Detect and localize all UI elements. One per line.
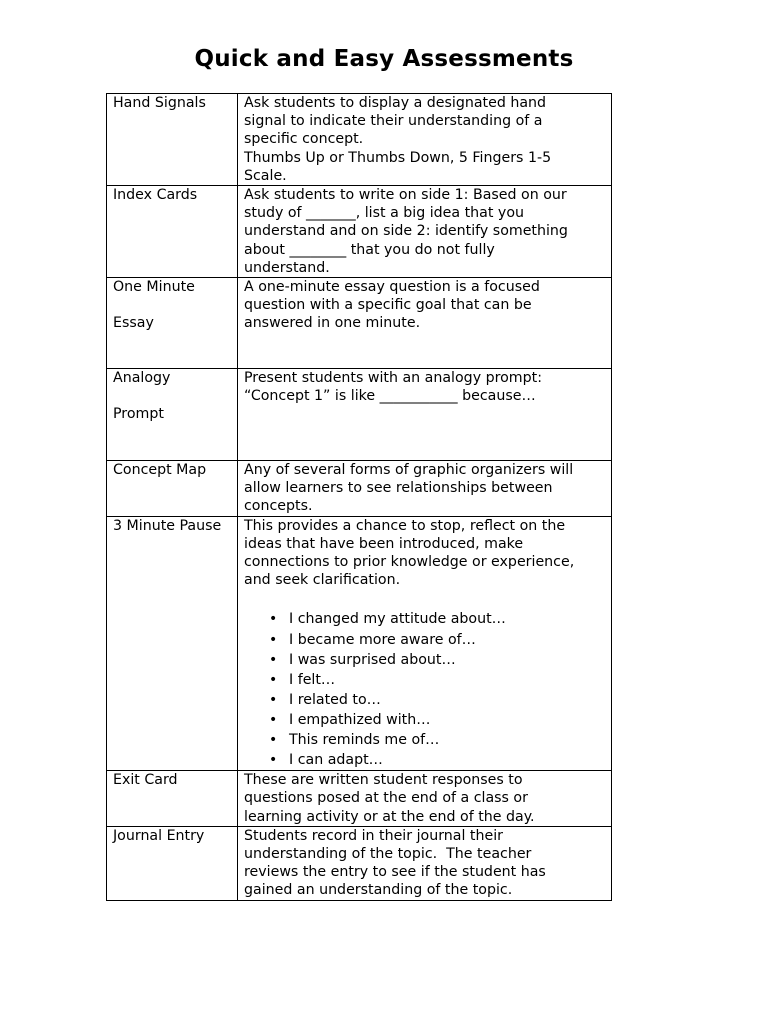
description-line: “Concept 1” is like ___________ because… — [244, 388, 536, 405]
strategy-name: Analogy — [113, 370, 171, 387]
description-line: ideas that have been introduced, make — [244, 535, 524, 552]
page-title: Quick and Easy Assessments — [194, 46, 574, 72]
assessments-table — [106, 93, 612, 901]
description-line: signal to indicate their understanding of a — [244, 113, 543, 130]
strategy-name: Hand Signals — [113, 95, 206, 111]
description-line: question with a specific goal that can be — [244, 297, 532, 314]
strategy-name: Prompt — [113, 406, 164, 423]
description-line: understand. — [244, 259, 330, 276]
strategy-description-cell — [238, 278, 612, 369]
description-line: understand and on side 2: identify something — [244, 223, 568, 240]
table-row — [107, 826, 612, 900]
description-line: Present students with an analogy prompt: — [244, 370, 542, 387]
table-row — [107, 186, 612, 278]
strategy-description-cell — [238, 461, 612, 517]
list-item: • I changed my attitude about… — [289, 609, 605, 629]
description-line: concepts. — [244, 498, 313, 515]
table-row — [107, 278, 612, 369]
strategy-name: Concept Map — [113, 462, 207, 479]
description-line: This provides a chance to stop, reflect on the — [244, 517, 566, 534]
table-row — [107, 369, 612, 461]
description-line: study of _______, list a big idea that you — [244, 205, 525, 222]
description-line: understanding of the topic. The teacher — [244, 846, 532, 863]
description-line: reviews the entry to see if the student has — [244, 864, 546, 881]
strategy-name: Index Cards — [113, 187, 198, 204]
strategy-description-cell — [238, 826, 612, 900]
description-line: answered in one minute. — [244, 315, 421, 332]
strategy-description-cell — [238, 369, 612, 461]
strategy-name: Essay — [113, 315, 154, 332]
list-item: • I empathized with… — [289, 710, 605, 730]
strategy-name: Journal Entry — [113, 827, 205, 844]
description-line: allow learners to see relationships between — [244, 480, 553, 497]
strategy-description-cell — [238, 94, 612, 186]
list-item: • I felt… — [289, 670, 605, 690]
list-item: • I was surprised about… — [289, 650, 605, 670]
table-row — [107, 461, 612, 517]
description-line: and seek clarification. — [244, 572, 401, 589]
list-item: • I became more aware of… — [289, 630, 605, 650]
strategy-name-cell — [107, 826, 238, 900]
description-line: Thumbs Up or Thumbs Down, 5 Fingers 1-5 — [244, 149, 552, 166]
description-line: These are written student responses to — [244, 772, 523, 789]
description-line: gained an understanding of the topic. — [244, 882, 513, 899]
strategy-name-cell — [107, 278, 238, 369]
name-spacer — [113, 387, 231, 405]
description-line: Scale. — [244, 167, 287, 184]
description-line: Ask students to display a designated hand — [244, 95, 547, 111]
strategy-description-cell — [238, 771, 612, 827]
reflection-prompt-list — [244, 609, 605, 770]
description-line: Ask students to write on side 1: Based on our — [244, 187, 567, 204]
strategy-name: 3 Minute Pause — [113, 517, 222, 534]
list-item: • I related to… — [289, 690, 605, 710]
strategy-name-cell — [107, 369, 238, 461]
description-line: connections to prior knowledge or experience, — [244, 554, 575, 571]
table-row — [107, 94, 612, 186]
description-line: Students record in their journal their — [244, 827, 503, 844]
table-row — [107, 771, 612, 827]
strategy-name-cell — [107, 186, 238, 278]
table-row — [107, 516, 612, 771]
description-line: specific concept. — [244, 131, 364, 148]
description-line: A one-minute essay question is a focused — [244, 279, 540, 296]
strategy-name-cell — [107, 516, 238, 771]
strategy-name-cell — [107, 461, 238, 517]
description-line: learning activity or at the end of the day. — [244, 808, 535, 825]
description-line: questions posed at the end of a class or — [244, 790, 528, 807]
description-line: Any of several forms of graphic organizers will — [244, 462, 574, 479]
strategy-name: Exit Card — [113, 772, 178, 789]
strategy-name-cell — [107, 771, 238, 827]
description-line: about ________ that you do not fully — [244, 241, 495, 258]
strategy-description-cell — [238, 186, 612, 278]
list-item: • I can adapt… — [289, 750, 605, 770]
strategy-description-cell — [238, 516, 612, 771]
name-spacer — [113, 296, 231, 314]
strategy-name: One Minute — [113, 279, 195, 296]
paragraph-gap — [244, 589, 605, 609]
strategy-name-cell — [107, 94, 238, 186]
list-item: • This reminds me of… — [289, 730, 605, 750]
